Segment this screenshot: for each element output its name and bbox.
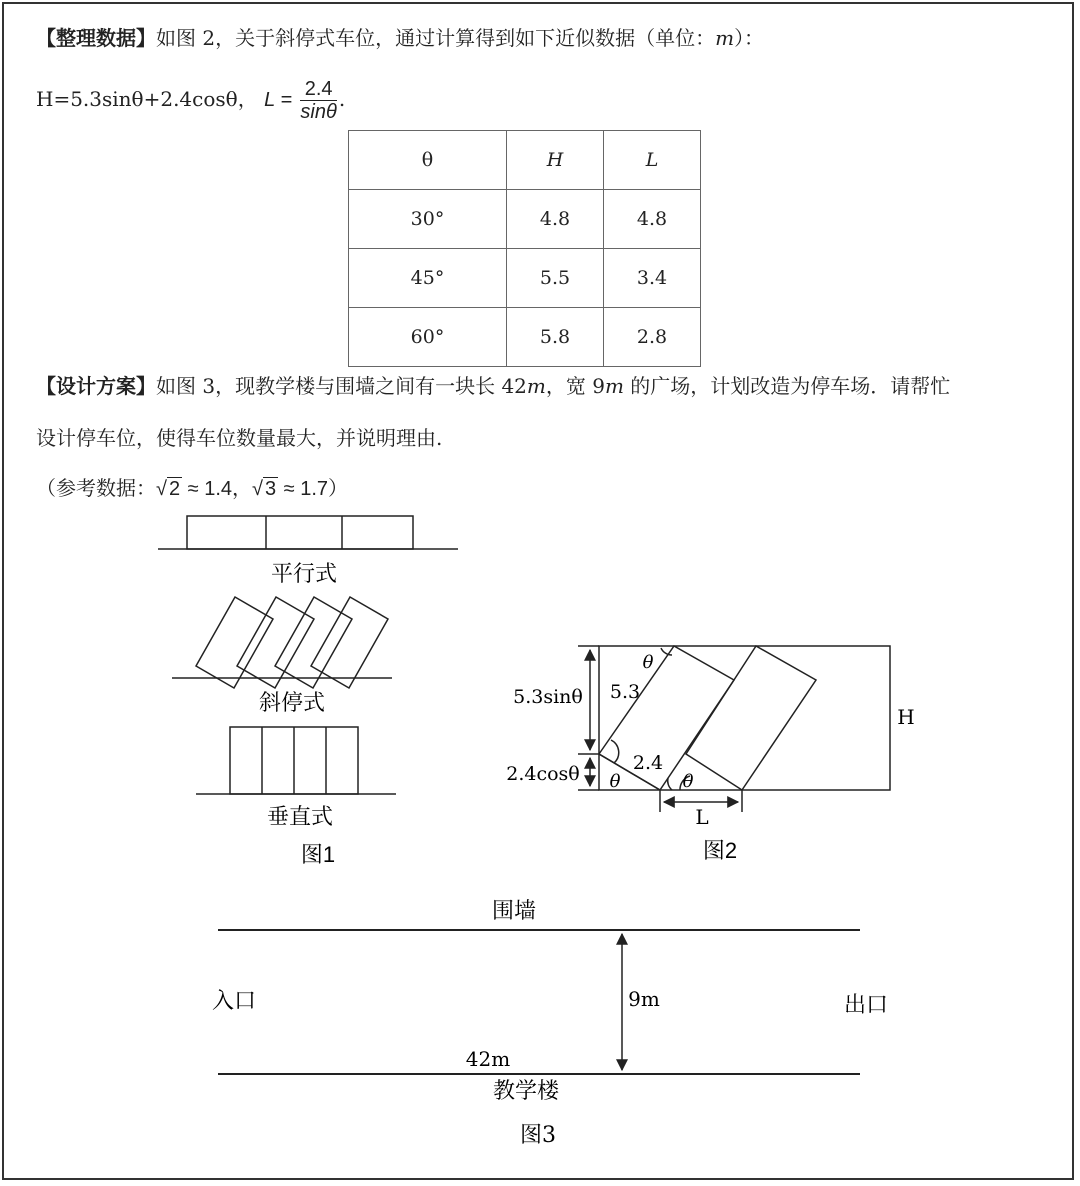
table-cell: 5.8	[507, 308, 604, 367]
section2-heading: 【设计方案】	[36, 374, 156, 398]
table-row	[349, 190, 701, 249]
fig2-label-53: 5.3	[609, 681, 641, 703]
table-header-row	[349, 131, 701, 190]
table-row	[349, 249, 701, 308]
formula-end: .	[338, 87, 346, 111]
section2-line2: 设计停车位，使得车位数量最大，并说明理由.	[36, 426, 443, 450]
formula-denominator: sinθ	[300, 101, 337, 123]
fig2-label-h: H	[897, 705, 915, 729]
section2-unit-2: m	[604, 374, 624, 398]
section1-text-end: ）：	[734, 26, 765, 50]
formula-l-label: L =	[264, 89, 293, 111]
fig1-vertical-label: 垂直式	[266, 805, 334, 830]
formula-fraction	[300, 78, 336, 123]
table-cell: 4.8	[604, 190, 701, 249]
table-cell: 5.5	[507, 249, 604, 308]
section2-text-c: 的广场，计划改造为停车场．请帮忙	[623, 374, 951, 398]
fig2-label-theta-left: θ	[609, 771, 621, 792]
fig2-label-24: 2.4	[632, 752, 664, 774]
section2-text-b: ，宽 9	[545, 374, 605, 398]
reference-line: （参考数据：√ 2 ≈ 1.4，√ 3 ≈ 1.7）	[36, 476, 349, 500]
reference-prefix: （参考数据：	[36, 476, 156, 500]
table-cell: 30°	[349, 190, 507, 249]
fig2-label-l: L	[695, 805, 709, 829]
table-cell: 60°	[349, 308, 507, 367]
formula-numerator: 2.4	[300, 78, 336, 101]
table-header-h: H	[507, 131, 604, 190]
section2-text-a: 如图 3，现教学楼与围墙之间有一块长 42	[156, 374, 527, 398]
section2-line1	[36, 372, 950, 400]
section2-unit-1: m	[526, 374, 546, 398]
table-header-theta: θ	[349, 131, 507, 190]
fig1-parallel-label: 平行式	[270, 562, 338, 587]
fig1-oblique-label: 斜停式	[258, 691, 326, 716]
reference-sqrt2: 2	[168, 478, 181, 500]
fig2-label-53sin: 5.3sinθ	[513, 686, 583, 708]
fig3-label-length: 42m	[465, 1047, 511, 1071]
reference-sqrt3: 3	[265, 478, 277, 500]
section1-heading: 【整理数据】	[36, 26, 156, 50]
formula-line	[36, 78, 345, 123]
table-cell: 4.8	[507, 190, 604, 249]
fig3-label-entrance: 入口	[211, 989, 257, 1014]
fig2-caption: 图2	[702, 838, 738, 863]
table-cell: 45°	[349, 249, 507, 308]
fig3-label-wall: 围墙	[491, 899, 537, 924]
section1-unit: m	[715, 26, 735, 50]
data-table	[348, 130, 701, 367]
fig1-caption: 图1	[300, 842, 336, 867]
table-cell: 3.4	[604, 249, 701, 308]
fig2-label-theta-top: θ	[642, 652, 654, 673]
table-cell: 2.8	[604, 308, 701, 367]
table-row	[349, 308, 701, 367]
formula-h: H=5.3sinθ+2.4cosθ，	[36, 87, 258, 111]
section1-text: 如图 2，关于斜停式车位，通过计算得到如下近似数据（单位：	[156, 26, 716, 50]
table-header-l: L	[604, 131, 701, 190]
reference-approx2: ≈ 1.7）	[278, 478, 349, 500]
fig3-caption: 图3	[520, 1123, 556, 1148]
section1-line	[36, 24, 764, 52]
fig3-label-width: 9m	[628, 987, 660, 1011]
reference-approx1: ≈ 1.4，	[182, 478, 253, 500]
fig3-label-exit: 出口	[843, 993, 889, 1018]
fig2-label-theta-right: θ	[682, 771, 694, 792]
fig3-label-building: 教学楼	[492, 1079, 560, 1104]
fig2-label-24cos: 2.4cosθ	[506, 763, 580, 785]
